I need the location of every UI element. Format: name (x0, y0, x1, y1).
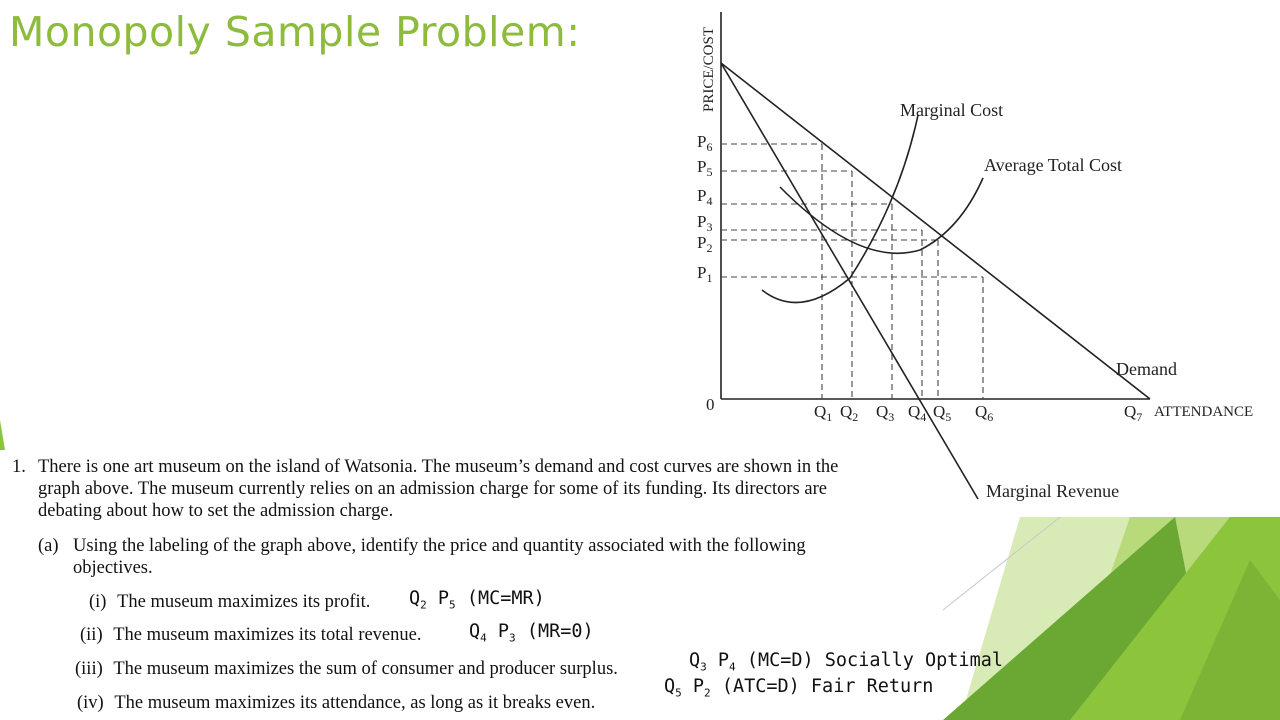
item-iv-label: (iv) (77, 693, 104, 713)
price-label-2: $P_2$ (697, 233, 713, 255)
x-axis-label: ATTENDANCE (1154, 404, 1254, 420)
question-line-3: debating about how to set the admission charge. (38, 501, 394, 521)
item-ii-label: (ii) (80, 625, 103, 645)
price-label-1: $P_1$ (697, 263, 713, 285)
marginal-revenue-label: Marginal Revenue (986, 481, 1120, 501)
item-iii-text: The museum maximizes the sum of consumer and producer surplus. (113, 659, 618, 679)
answer-ii: $Q_4$ $P_3$ (MR=0) (469, 621, 594, 645)
question-line-1: There is one art museum on the island of Watsonia. The museum’s demand and cost curves are shown in the (38, 457, 839, 477)
marginal-cost-curve (762, 115, 918, 303)
question-intro (38, 456, 938, 522)
item-i (89, 592, 370, 613)
quantity-label-5: $Q_5$ (933, 402, 952, 424)
item-ii (80, 625, 421, 646)
item-iii-label: (iii) (75, 659, 103, 679)
quantity-label-3: $Q_3$ (876, 402, 895, 424)
answer-i: $Q_2$ $P_5$ (MC=MR) (409, 588, 545, 612)
item-i-label: (i) (89, 592, 107, 612)
part-a-label: (a) (38, 536, 59, 556)
question-line-2: graph above. The museum currently relies on an admission charge for some of its funding. Its directors are (38, 479, 827, 499)
price-label-5: $P_5$ (697, 157, 713, 179)
price-label-3: $P_3$ (697, 212, 713, 234)
question-number: 1. (12, 457, 26, 477)
quantity-label-2: $Q_2$ (840, 402, 859, 424)
quantity-label-6: $Q_6$ (975, 402, 994, 424)
part-a-line-1: Using the labeling of the graph above, identify the price and quantity associated with the following (73, 536, 806, 556)
y-axis-label: PRICE/COST (701, 26, 717, 112)
slide-title: Monopoly Sample Problem: (9, 8, 581, 56)
marginal-cost-label: Marginal Cost (900, 100, 1004, 120)
demand-label: Demand (1116, 359, 1177, 379)
part-a-text (73, 535, 903, 579)
origin-label: 0 (706, 395, 715, 414)
quantity-label-1: $Q_1$ (814, 402, 833, 424)
item-iv-text: The museum maximizes its attendance, as long as it breaks even. (114, 693, 596, 713)
average-total-cost-label: Average Total Cost (984, 155, 1123, 175)
price-label-4: $P_4$ (697, 186, 713, 208)
price-label-6: $P_6$ (697, 132, 713, 154)
item-iv (77, 693, 595, 714)
marginal-revenue-curve (721, 63, 978, 499)
quantity-label-7: $Q_7$ (1124, 402, 1143, 424)
answer-iii: $Q_3$ $P_4$ (MC=D) Socially Optimal (689, 650, 1003, 674)
guide-lines (721, 144, 983, 399)
answer-iv: $Q_5$ $P_2$ (ATC=D) Fair Return (664, 676, 934, 700)
part-a-line-2: objectives. (73, 558, 153, 578)
quantity-label-4: $Q_4$ (908, 402, 927, 424)
item-i-text: The museum maximizes its profit. (117, 592, 371, 612)
item-iii (75, 659, 618, 680)
item-ii-text: The museum maximizes its total revenue. (113, 625, 422, 645)
